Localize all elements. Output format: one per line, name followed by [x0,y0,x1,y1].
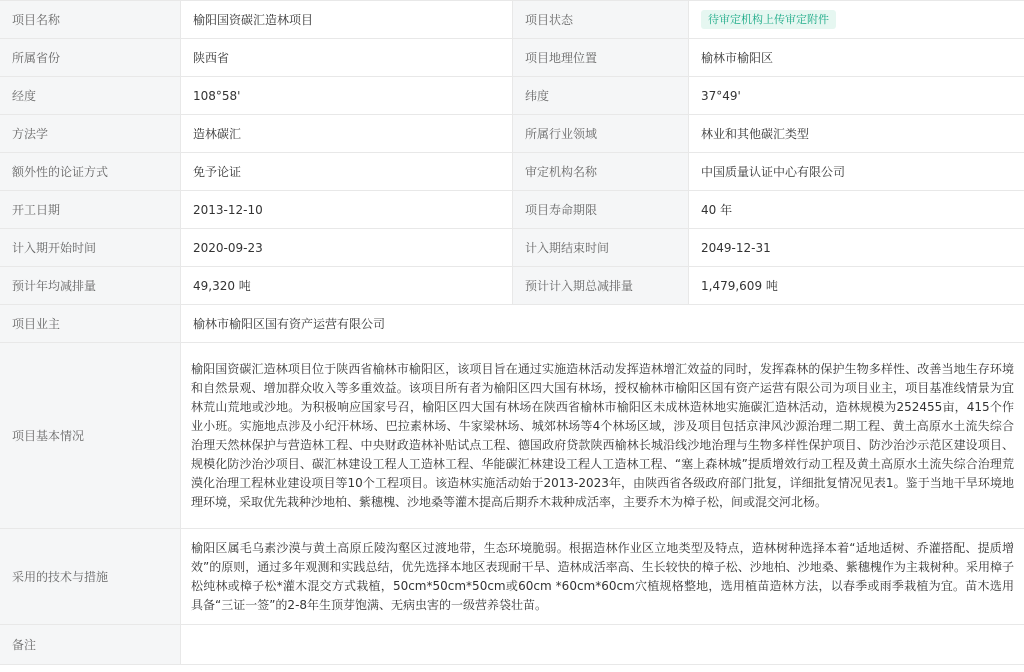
field-value: 108°58' [180,77,512,114]
field-value: 陕西省 [180,39,512,76]
field-label: 项目状态 [512,1,688,38]
field-value: 37°49' [688,77,1024,114]
field-value: 榆林市榆阳区 [688,39,1024,76]
field-label: 计入期结束时间 [512,229,688,266]
table-row [0,1,1024,39]
field-value: 40 年 [688,191,1024,228]
field-label: 额外性的论证方式 [0,153,180,190]
field-label: 项目地理位置 [512,39,688,76]
field-value: 中国质量认证中心有限公司 [688,153,1024,190]
field-label: 备注 [0,625,180,664]
field-label: 审定机构名称 [512,153,688,190]
technique-text: 榆阳区属毛乌素沙漠与黄土高原丘陵沟壑区过渡地带，生态环境脆弱。根据造林作业区立地类型及特点，造林树种选择本着“适地适树、乔灌搭配、提质增效”的原则，通过多年观测和实践总结，优先选择本地区表现耐干旱、造林成活率高、生长较快的樟子松、沙地柏、沙地桑、紫穗槐作为主栽树种。采用樟子松纯林或樟子松*灌木混交方式栽植，50cm*50cm*50cm或60cm *60cm*60cm穴植规格整地，选用植苗造林方法，以春季或雨季栽植为宜。苗木选用具备“三证一签”的2-8年生顶芽饱满、无病虫害的一级营养袋壮苗。 [180,529,1024,624]
table-row [0,267,1024,305]
table-row [0,39,1024,77]
table-row [0,229,1024,267]
field-label: 计入期开始时间 [0,229,180,266]
field-label: 所属行业领域 [512,115,688,152]
project-status-cell [688,1,1024,38]
field-label: 预计年均减排量 [0,267,180,304]
project-basic-info-text: 榆阳国资碳汇造林项目位于陕西省榆林市榆阳区，该项目旨在通过实施造林活动发挥造林增汇效益的同时，发挥森林的保护生物多样性、改善当地生存环境和自然景观、增加群众收入等多重效益。该项目所有者为榆阳区四大国有林场，授权榆林市榆阳区国有资产运营有限公司为项目业主，项目基准线情景为宜林荒山荒地或沙地。为积极响应国家号召，榆阳区四大国有林场在陕西省榆林市榆阳区未成林造林地实施碳汇造林活动，造林规模为252455亩，415个作业小班。实施地点涉及小纪汗林场、巴拉素林场、牛家梁林场、城郊林场等4个林场区域，涉及项目包括京津风沙源治理二期工程、黄土高原水土流失综合治理天然林保护与营造林工程、中央财政造林补贴试点工程、德国政府贷款陕西榆林长城沿线沙地治理与生物多样性保护项目、防沙治沙示范区建设项目、规模化防沙治沙项目、碳汇林建设工程人工造林工程、华能碳汇林建设工程人工造林工程、“塞上森林城”提质增效行动工程及黄土高原水土流失综合治理荒漠化治理工程林业建设项目等10个工程项目。该造林实施活动始于2013-2023年，由陕西省各级政府部门批复，详细批复情况见表1。鉴于当地干旱环境地理环境，采取优先栽种沙地柏、紫穗槐、沙地桑等灌木提高后期乔木栽种成活率，主要乔木为樟子松，间或混交河北杨。 [180,343,1024,528]
field-value: 造林碳汇 [180,115,512,152]
table-row [0,153,1024,191]
field-value: 2013-12-10 [180,191,512,228]
field-label: 纬度 [512,77,688,114]
field-label: 开工日期 [0,191,180,228]
field-label: 所属省份 [0,39,180,76]
field-value: 免予论证 [180,153,512,190]
field-value: 49,320 吨 [180,267,512,304]
field-label: 项目业主 [0,305,180,342]
field-label: 采用的技术与措施 [0,529,180,624]
field-label: 项目寿命期限 [512,191,688,228]
field-value: 2020-09-23 [180,229,512,266]
status-badge: 待审定机构上传审定附件 [701,10,836,29]
table-row-owner [0,305,1024,343]
table-row-technique [0,529,1024,625]
field-label: 项目名称 [0,1,180,38]
remarks-value [180,625,1024,664]
field-value: 1,479,609 吨 [688,267,1024,304]
table-row [0,77,1024,115]
field-value: 榆阳国资碳汇造林项目 [180,1,512,38]
table-row-remarks [0,625,1024,665]
table-row [0,115,1024,153]
project-owner-value: 榆林市榆阳区国有资产运营有限公司 [180,305,1024,342]
field-label: 项目基本情况 [0,343,180,528]
table-row-basic-info [0,343,1024,529]
table-row [0,191,1024,229]
field-value: 林业和其他碳汇类型 [688,115,1024,152]
field-value: 2049-12-31 [688,229,1024,266]
field-label: 方法学 [0,115,180,152]
field-label: 经度 [0,77,180,114]
field-label: 预计计入期总减排量 [512,267,688,304]
